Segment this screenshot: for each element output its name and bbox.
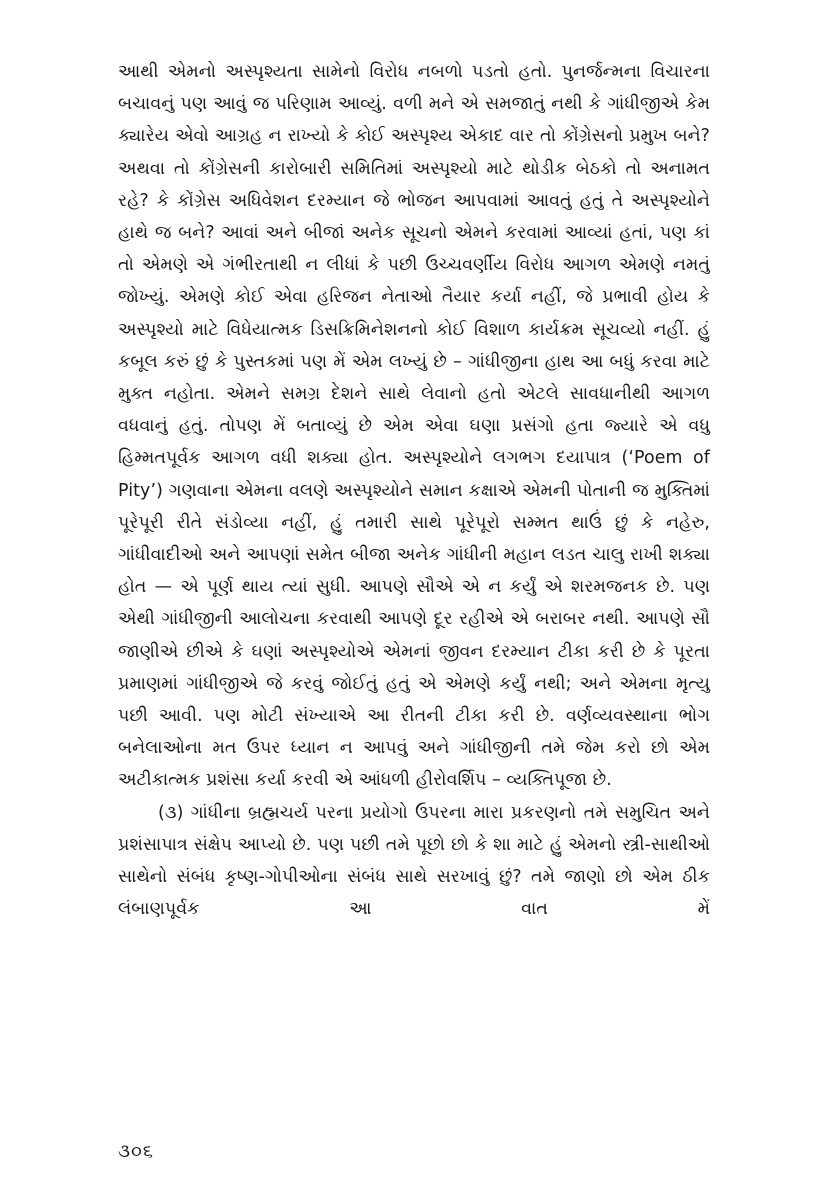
body-text xyxy=(118,56,710,925)
page-number: ૩૦૬ xyxy=(118,1141,154,1162)
paragraph-2: (૩) ગાંધીના બ્રહ્મચર્ય પરના પ્રયોગો ઉપરના મારા પ્રકરણનો તમે સમુચિત અને પ્રશંસાપાત્ર સંક્ષેપ આપ્યો છે. પણ પછી તમે પૂછો છો કે શા માટે હું એમનો સ્ત્રી-સાથીઓ સાથેનો સંબંધ કૃષ્ણ-ગોપીઓના સંબંધ સાથે સરખાવું છું? તમે જાણો છો એમ ઠીક લંબાણપૂર્વક આ વાત મેં xyxy=(118,802,710,920)
paragraph-1: આથી એમનો અસ્પૃશ્યતા સામેનો વિરોધ નબળો પડતો હતો. પુનર્જન્મના વિચારના બચાવનું પણ આવું જ પરિણામ આવ્યું. વળી મને એ સમજાતું નથી કે ગાંધીજીએ કેમ ક્યારેય એવો આગ્રહ ન રાખ્યો કે કોઈ અસ્પૃશ્ય એકાદ વાર તો કોંગ્રેસનો પ્રમુખ બને? અથવા તો કોંગ્રેસની કારોબારી સમિતિમાં અસ્પૃશ્યો માટે થોડીક બેઠકો તો અનામત રહે? કે કોંગ્રેસ અધિવેશન દરમ્યાન જે ભોજન આપવામાં આવતું હતું તે અસ્પૃશ્યોને હાથે જ બને? આવાં અને બીજાં અનેક સૂચનો એમને કરવામાં આવ્યાં હતાં, પણ કાં તો એમણે એ ગંભીરતાથી ન લીધાં કે પછી ઉચ્ચવર્ણીય વિરોધ આગળ એમણે નમતું જોખ્યું. એમણે કોઈ એવા હરિજન નેતાઓ તૈયાર કર્યા નહીં, જે પ્રભાવી હોય કે અસ્પૃશ્યો માટે વિધેયાત્મક ડિસક્રિમિનેશનનો કોઈ વિશાળ કાર્યક્રમ સૂચવ્યો નહીં. હું કબૂલ કરું છું કે પુસ્તકમાં પણ મેં એમ લખ્યું છે – ગાંધીજીના હાથ આ બધું કરવા માટે મુક્ત નહોતા. એમને સમગ્ર દેશને સાથે લેવાનો હતો એટલે સાવધાનીથી આગળ વધવાનું હતું. તોપણ મેં બતાવ્યું છે એમ એવા ઘણા પ્રસંગો હતા જ્યારે એ વધુ હિમ્મતપૂર્વક આગળ વધી શક્યા હોત. અસ્પૃશ્યોને લગભગ દયાપાત્ર (‘Poem of Pity’) ગણવાના એમના વલણે અસ્પૃશ્યોને સમાન કક્ષાએ એમની પોતાની જ મુક્તિમાં પૂરેપૂરી રીતે સંડોવ્યા નહીં, હું તમારી સાથે પૂરેપૂરો સમ્મત થાઉં છું કે નહેરુ, ગાંધીવાદીઓ અને આપણાં સમેત બીજા અનેક ગાંધીની મહાન લડત ચાલુ રાખી શક્યા હોત — એ પૂર્ણ થાય ત્યાં સુધી. આપણે સૌએ એ ન કર્યું એ શરમજનક છે. પણ એથી ગાંધીજીની આલોચના કરવાથી આપણે દૂર રહીએ એ બરાબર નથી. આપણે સૌ જાણીએ છીએ કે ઘણાં અસ્પૃશ્યોએ એમનાં જીવન દરમ્યાન ટીકા કરી છે કે પૂરતા પ્રમાણમાં ગાંધીજીએ જે કરવું જોઈતું હતું એ એમણે કર્યું નથી; અને એમના મૃત્યુ પછી આવી. પણ મોટી સંખ્યાએ આ રીતની ટીકા કરી છે. વર્ણવ્યવસ્થાના ભોગ બનેલાઓના મત ઉપર ધ્યાન ન આપવું અને ગાંધીજીની તમે જેમ કરો છો એમ અટીકાત્મક પ્રશંસા કર્યા કરવી એ આંધળી હીરોવર્શિપ – વ્યક્તિપૂજા છે. xyxy=(118,62,710,791)
